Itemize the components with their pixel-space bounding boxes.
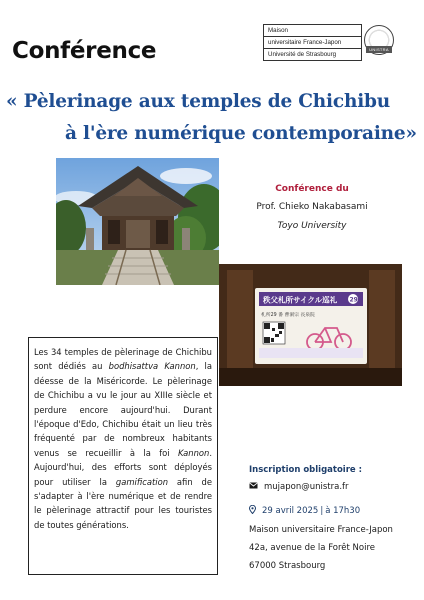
sign-number: 29 [349, 296, 358, 304]
description-text-1: Les 34 temples de pèlerinage de Chichibu sont dédiés au [34, 347, 212, 372]
speaker-affiliation: Toyo University [277, 221, 347, 231]
conference-heading: Conférence [12, 38, 157, 64]
envelope-icon [249, 482, 258, 492]
description-term-gamification: gamification [115, 476, 169, 487]
email-row [249, 482, 349, 492]
logo-line-3: Université de Strasbourg [268, 51, 337, 58]
logo-line-1: Maison [264, 25, 361, 37]
mfj-logo [263, 24, 362, 61]
description-text-4: afin de s'adapter à l'ère numérique et de rendre le pèlerinage attractif pour les touristes de toutes générations. [34, 476, 212, 530]
speaker-intro: Conférence du [275, 184, 349, 194]
title-line-2: à l'ère numérique contemporaine» [65, 123, 417, 144]
seal-label: UNISTRA [366, 46, 392, 53]
location-pin-icon [249, 505, 256, 517]
venue-name: Maison universitaire France-Japon [249, 525, 393, 535]
description-term-kannon: Kannon [177, 447, 210, 458]
venue-street: 42a, avenue de la Forêt Noire [249, 543, 376, 553]
description-box [28, 337, 218, 575]
description-text-2: , la déesse de la Miséricorde. Le pèlerinage de Chichibu a vu le jour au XIIIe siècle et perdure encore aujourd'hui. Durant l'époque d'Edo, Chichibu était un lieu très fréquenté par de nombreux habitants venus se recueillir à la foi [34, 361, 212, 458]
date-time-separator: | [320, 506, 324, 516]
temple-photo [56, 158, 219, 285]
sign-subtext: 札所29 番 曹洞宗 長泉院 [261, 313, 315, 318]
venue-city: 67000 Strasbourg [249, 561, 326, 571]
title-line-1: « Pèlerinage aux temples de Chichibu [6, 91, 391, 112]
event-date: 29 avril 2025 [262, 506, 319, 516]
pilgrimage-sign-photo [219, 264, 402, 386]
registration-label: Inscription obligatoire : [249, 465, 363, 475]
description-text-3: . Aujourd'hui, des efforts sont déployés pour utiliser la [34, 447, 212, 487]
contact-email-link[interactable]: mujapon@unistra.fr [264, 482, 349, 492]
date-row [249, 505, 360, 517]
speaker-name: Prof. Chieko Nakabasami [256, 202, 368, 212]
description-term-bodhisattva: bodhisattva Kannon [108, 361, 196, 372]
logo-line-2: universitaire France-Japon [264, 37, 361, 49]
sign-heading: 秩父札所サイクル巡礼 [263, 295, 338, 305]
event-time: à 17h30 [325, 506, 361, 516]
